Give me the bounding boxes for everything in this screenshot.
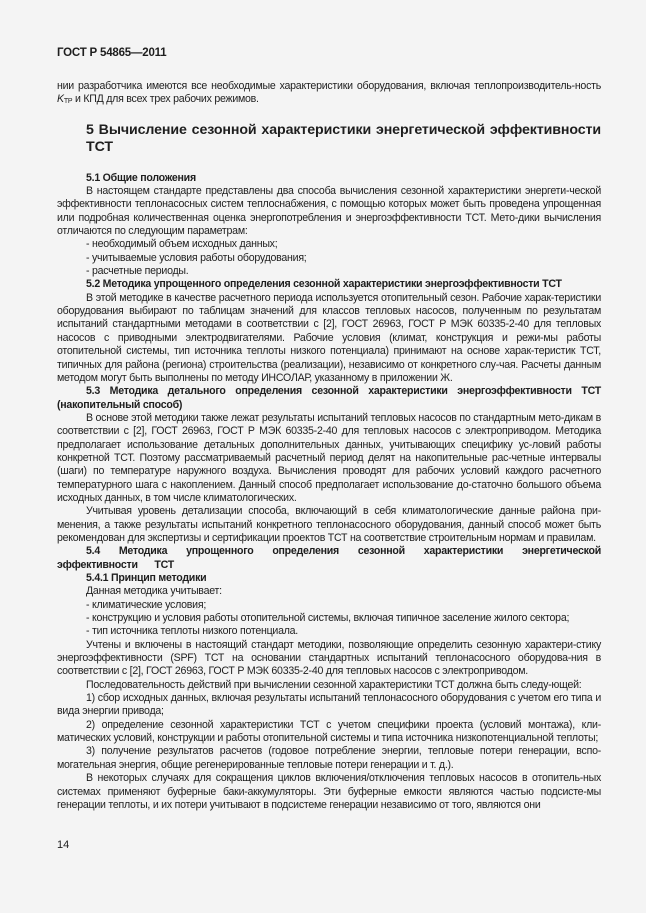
k-symbol: K (57, 93, 64, 106)
section-5-title: 5 Вычисление сезонной характеристики энергетической эффективности ТСТ (86, 121, 601, 155)
section-5-2-title: 5.2 Методика упрощенного определения сезонной характеристики энергоэффективности ТСТ (86, 278, 562, 291)
intro-paragraph: нии разработчика имеются все необходимые характеристики оборудования, включая теплопроизводитель-ность $K_{ТР}$ и КПД для всех трех рабочих режимов. (57, 80, 601, 106)
section-5-4-1-paragraph-3: В некоторых случаях для сокращения циклов включения/отключения тепловых насосов в отопитель-ных системах применяют буферные баки-аккумуляторы. Эти буферные емкости являются частью подсисте-мы генерации теплоты, и их потери учитывают в подсистеме генерации независимо от того, являются они (57, 772, 601, 811)
page-number: 14 (57, 839, 70, 851)
list-item: - конструкцию и условия работы отопительной системы, включая типичное заселение жилого сектора; (86, 612, 570, 625)
section-5-4-1-paragraph-1: Учтены и включены в настоящий стандарт методики, позволяющие определить сезонную характери-стику энергоэффективности (SPF) ТСТ на основании стандартных испытаний теплонасосного оборудова-ния в соответствии с [2], ГОСТ 26963, ГОСТ Р МЭК 60335-2-40 для тепловых насосов с электроприводом. (57, 638, 601, 678)
list-item: - необходимый объем исходных данных; (86, 238, 278, 251)
list-item: - климатические условия; (86, 598, 207, 611)
step-item: 1) сбор исходных данных, включая результаты испытаний теплонасосного оборудования с учетом его типа и вида энергии привода; (57, 692, 601, 718)
section-5-2-paragraph: В этой методике в качестве расчетного периода используется отопительный сезон. Рабочие харак-теристики оборудования выбирают по таблицам значений для классов тепловых насосов, полученным по результатам испытаний стандартными методами в соответствии с [2], ГОСТ 26963, ГОСТ Р МЭК 60335-2-40 для тепловых насосов с приводными электродвигателями. Рабочие условия (климат, конструкция и режи-мы работы отопительной системы, тип источника теплоты низкого потенциала) принимают на основе харак-теристик ТСТ, типичных для района (региона) строительства (реализации), независимо от конкретного слу-чая. Расчеты данным методом могут быть выполнены по методу ИНСОЛАР, указанному в приложении Ж. (57, 291, 601, 384)
list-item: - учитываемые условия работы оборудования; (86, 251, 307, 264)
section-5-4-title: 5.4 Методика упрощенного определения сезонной характеристики энергетической эффективности ТСТ (57, 545, 601, 571)
step-item: 2) определение сезонной характеристики ТСТ с учетом специфики проекта (условий монтажа), кли-матических условий, конструкции и работы отопительной системы и типа источника низкопотенциальной теплоты; (57, 718, 601, 745)
section-5-4-1-lead: Данная методика учитывает: (86, 585, 222, 598)
section-5-3-paragraph-1: В основе этой методики также лежат результаты испытаний тепловых насосов по стандартным мето-дикам в соответствии с [2], ГОСТ 26963, ГОСТ Р МЭК 60335-2-40 для тепловых насосов с электроприводом. Методика предполагает использование детальных дополнительных данных, учитывающих специфику ус-ловий работы конкретной ТСТ. Поэтому рассматриваемый расчетный период делят на накопительные рас-четные интервалы (шаги) по температуре наружного воздуха. Вычисления проводят для рабочих условий каждого расчетного температурного шага с накоплением. Данный способ предполагает использование до-статочно большого объема исходных данных, в том числе климатологических. (57, 411, 601, 504)
document-body (57, 80, 601, 812)
list-item: - расчетные периоды. (86, 265, 189, 278)
list-item: - тип источника теплоты низкого потенциала. (86, 625, 298, 638)
k-subscript: ТР (63, 98, 73, 106)
section-5-4-1-paragraph-2: Последовательность действий при вычислении сезонной характеристики ТСТ должна быть следу-ющей: (86, 678, 582, 691)
step-item: 3) получение результатов расчетов (годовое потребление энергии, тепловые потери генерации, вспо-могательная энергия, общие регенерированные тепловые потери генерации и т. д.). (57, 745, 601, 771)
section-5-1-title: 5.1 Общие положения (86, 171, 196, 184)
section-5-3-paragraph-2: Учитывая уровень детализации способа, включающий в себя климатологические данные района при-менения, а также результаты испытаний конкретного теплонасосного оборудования, данный способ может быть рекомендован для экспертизы и сертификации проектов ТСТ на соответствие строительным нормам и правилам. (57, 505, 601, 544)
section-5-3-title: 5.3 Методика детального определения сезонной характеристики энергоэффективности ТСТ (накопительный способ) (57, 385, 601, 411)
document-header: ГОСТ Р 54865—2011 (57, 47, 167, 59)
section-5-4-1-title: 5.4.1 Принцип методики (86, 572, 207, 584)
section-5-1-paragraph: В настоящем стандарте представлены два способа вычисления сезонной характеристики энергети-ческой эффективности теплонасосных систем теплоснабжения, с помощью которых может быть проведена упрощенная или подробная количественная оценка энергопотребления и энергоэффективности ТСТ. Мето-дики вычисления отличаются по следующим параметрам: (57, 185, 601, 238)
